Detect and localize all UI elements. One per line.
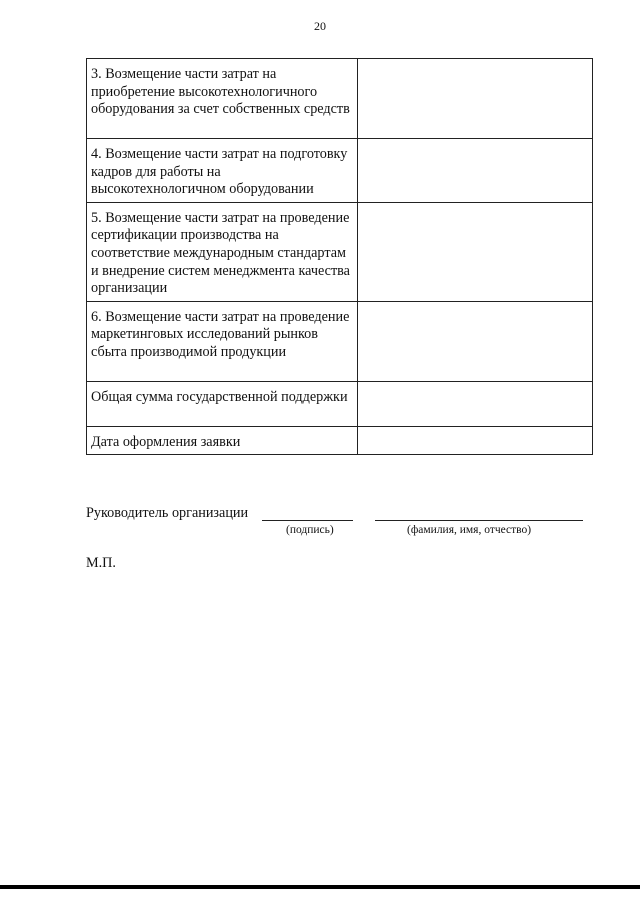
row-label: 4. Возмещение части затрат на подготовку кадров для работы на высокотехнологичном оборудовании — [87, 139, 358, 203]
table-row — [87, 426, 593, 455]
row-value — [358, 59, 593, 139]
signature-block — [86, 505, 586, 545]
table-row — [87, 381, 593, 426]
row-value — [358, 202, 593, 301]
row-value — [358, 381, 593, 426]
row-label: 6. Возмещение части затрат на проведение маркетинговых исследований рынков сбыта производимой продукции — [87, 301, 358, 381]
row-label: 5. Возмещение части затрат на проведение сертификации производства на соответствие международным стандартам и внедрение систем менеджмента качества организации — [87, 202, 358, 301]
table-row — [87, 301, 593, 381]
signature-label: Руководитель организации — [86, 505, 249, 521]
stamp-label: М.П. — [86, 555, 116, 571]
row-value — [358, 139, 593, 203]
signature-caption: (подпись) — [286, 524, 334, 536]
bottom-rule — [0, 885, 640, 889]
row-value — [358, 301, 593, 381]
full-name-line — [375, 520, 583, 521]
row-value — [358, 426, 593, 455]
signature-line — [262, 520, 353, 521]
page-number: 20 — [314, 19, 326, 33]
row-label: 3. Возмещение части затрат на приобретение высокотехнологичного оборудования за счет собственных средств — [87, 59, 358, 139]
table-row — [87, 202, 593, 301]
table-row — [87, 139, 593, 203]
full-name-caption: (фамилия, имя, отчество) — [407, 524, 532, 536]
row-label: Общая сумма государственной поддержки — [87, 381, 358, 426]
row-label: Дата оформления заявки — [87, 426, 358, 455]
table-row — [87, 59, 593, 139]
application-table — [86, 58, 593, 455]
